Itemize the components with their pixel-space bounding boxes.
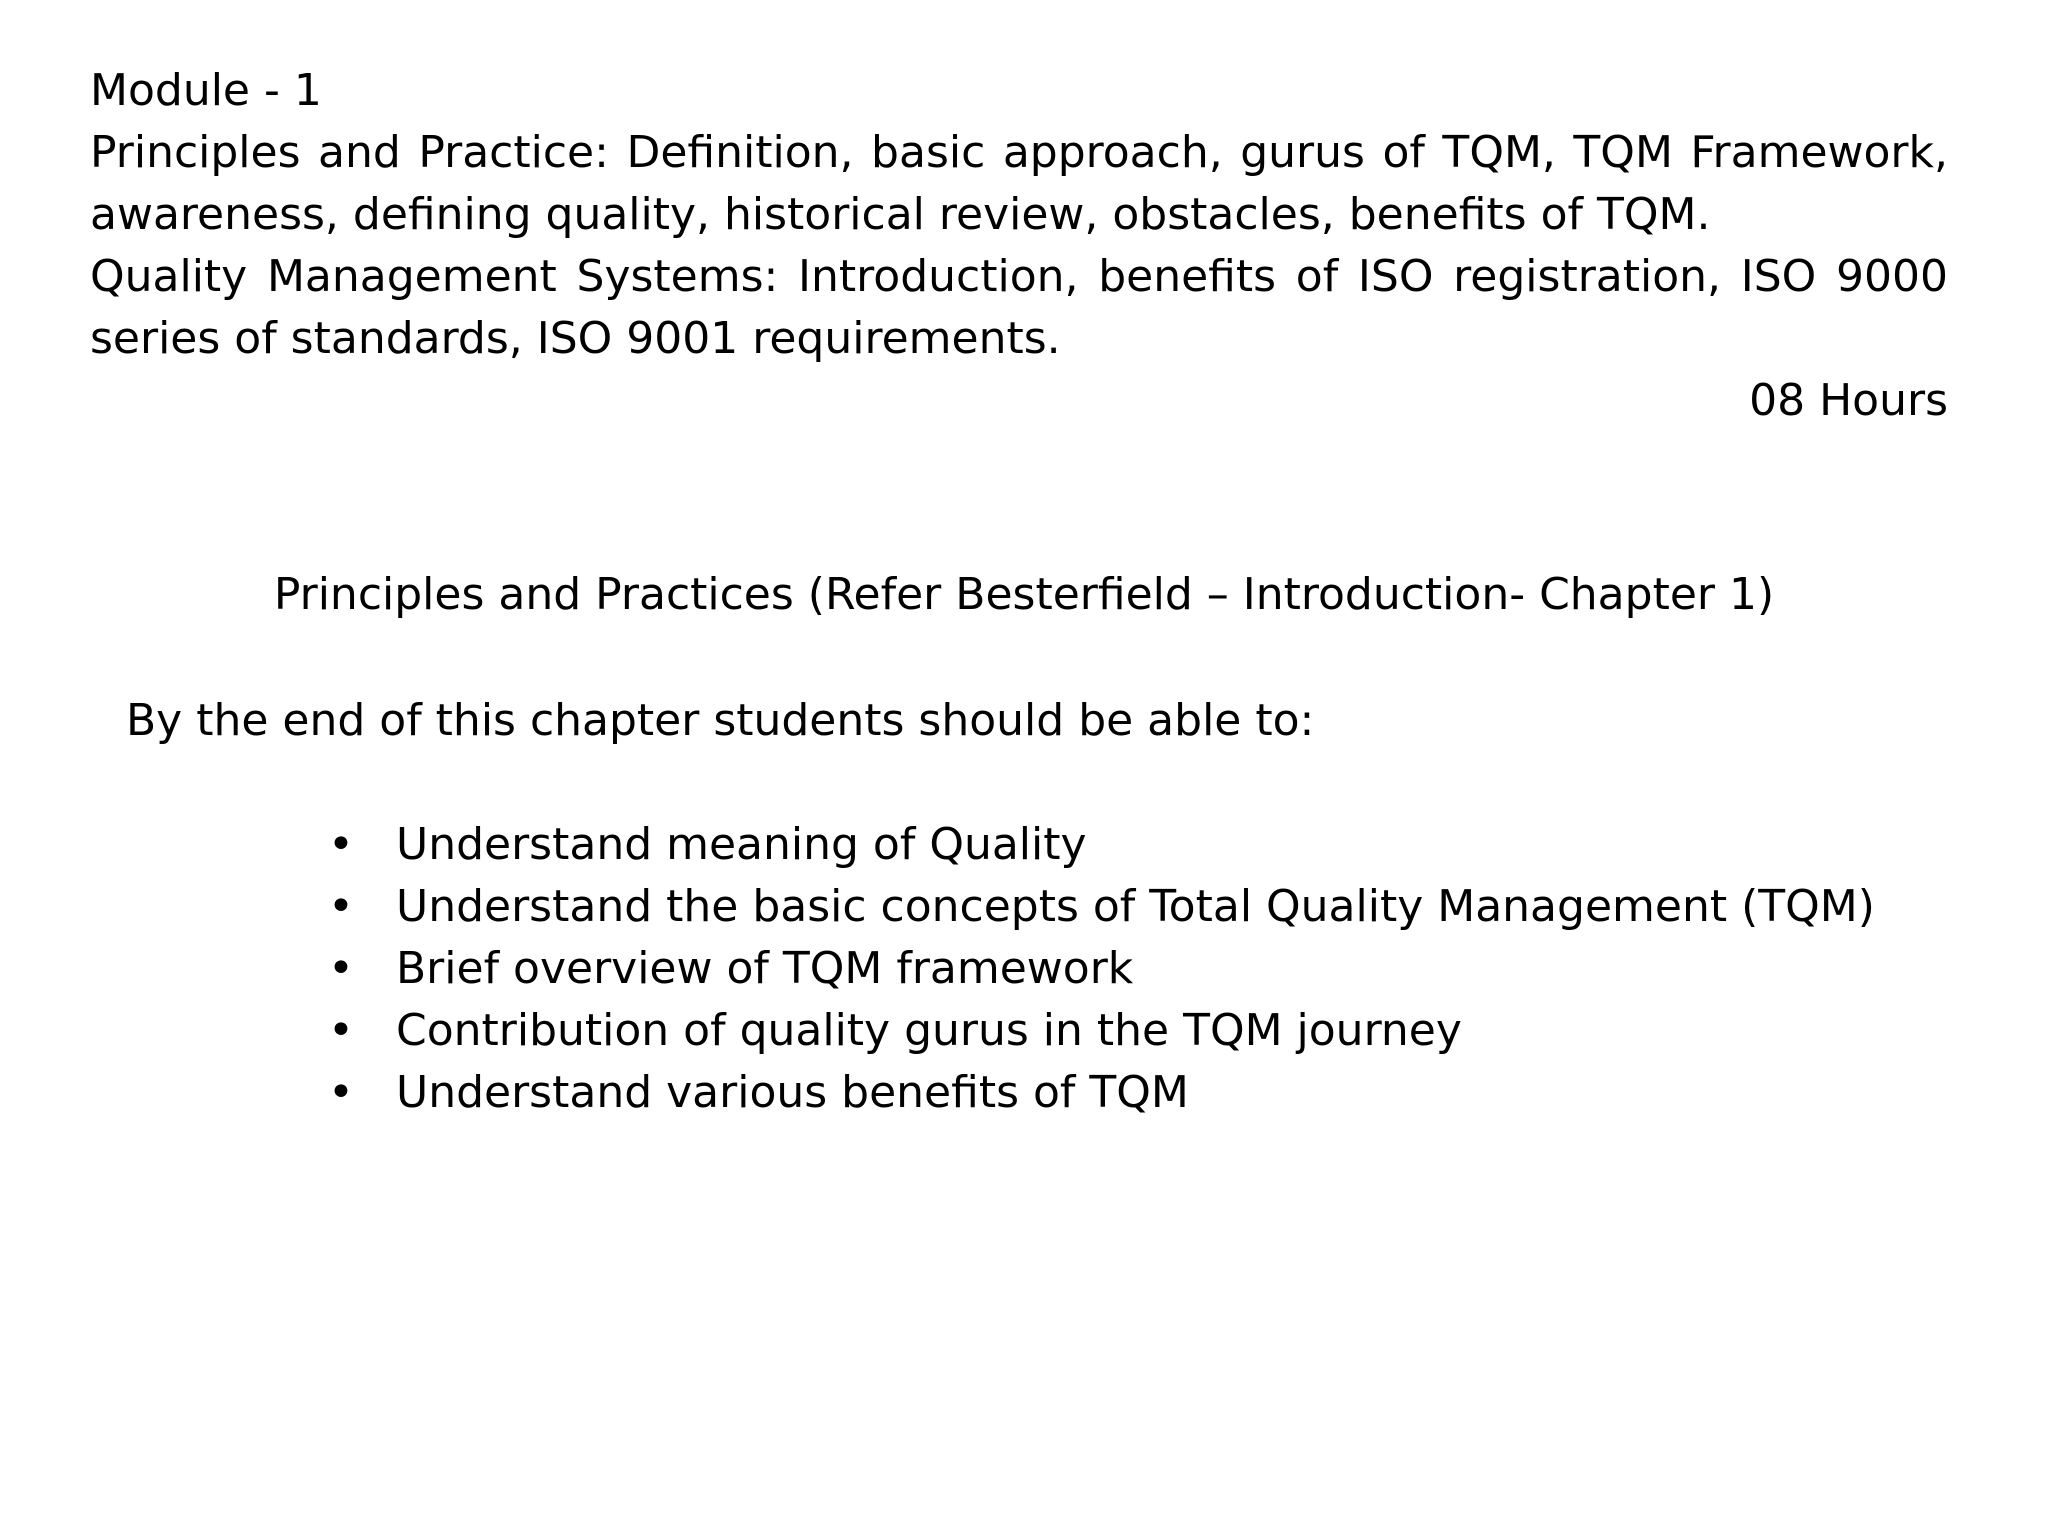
chapter-heading: Principles and Practices (Refer Besterfield – Introduction- Chapter 1) (273, 569, 1775, 620)
objective-text: Contribution of quality gurus in the TQM journey (396, 1005, 1462, 1056)
principles-paragraph: Principles and Practice: Definition, basic approach, gurus of TQM, TQM Framework, awareness, defining quality, historical review, obstacles, benefits of TQM. (90, 127, 1948, 240)
bullet-icon: • (328, 1005, 354, 1056)
bullet-icon: • (328, 1067, 354, 1118)
bullet-icon: • (328, 819, 354, 870)
module-title: Module - 1 (90, 65, 322, 116)
list-item (328, 938, 1875, 1000)
objective-text: Understand the basic concepts of Total Quality Management (TQM) (396, 881, 1875, 932)
objectives-intro: By the end of this chapter students should be able to: (126, 695, 1315, 746)
qms-paragraph: Quality Management Systems: Introduction, benefits of ISO registration, ISO 9000 series of standards, ISO 9001 requirements. (90, 251, 1948, 364)
list-item (328, 1062, 1875, 1124)
bullet-icon: • (328, 943, 354, 994)
objective-text: Understand various benefits of TQM (396, 1067, 1189, 1118)
objective-text: Brief overview of TQM framework (396, 943, 1134, 994)
module-summary (90, 60, 1948, 432)
bullet-icon: • (328, 881, 354, 932)
list-item (328, 814, 1875, 876)
list-item (328, 876, 1875, 938)
objective-text: Understand meaning of Quality (396, 819, 1087, 870)
list-item (328, 1000, 1875, 1062)
objectives-list (328, 814, 1875, 1124)
module-hours: 08 Hours (1749, 375, 1948, 426)
